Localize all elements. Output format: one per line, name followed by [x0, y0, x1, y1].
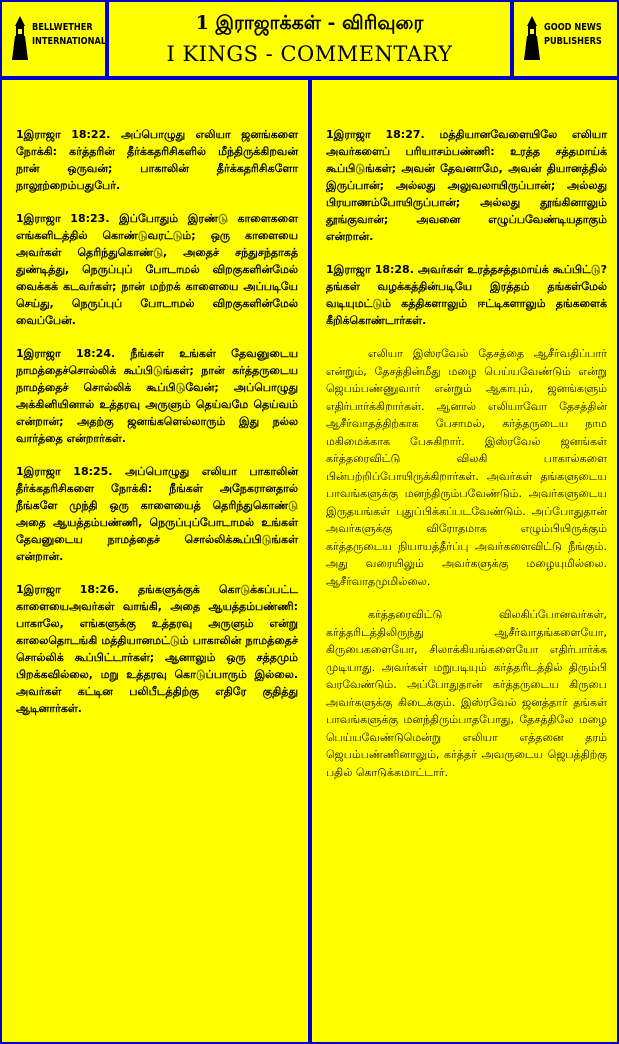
commentary-paragraph: எலியா இஸ்ரவேல் தேசத்தை ஆசீர்வதிப்பார் என்றும், தேசத்தின்மீது மழை பெய்யவேண்டும் என்று ஜெபம்பண்ணுவார் என்றும் ஆகாபும், ஜனங்களும் எதிர்பார்க்கிறார்கள். ஆனால் எலியாவோ தேசத்தின் ஆசீர்வாதத்திற்காக பேசாமல், கர்த்தருடைய நாம மகிமைக்காக பேசுகிறார். இஸ்ரவேல் ஜனங்கள் கர்த்தரைவிட்டு விலகி பாகால்களை பின்பற்றிப்போயிருக்கிறார்கள். அவர்கள் தங்களுடைய பாவங்களுக்கு மனந்திரும்பவேண்டும். அவர்களுடைய இருதயங்கள் புதுப்பிக்கப்படவேண்டும். அப்போதுதான் அவர்களுக்கு விரோதமாக எழும்பியிருக்கும் கர்த்தருடைய நியாயத்தீர்ப்பு அவர்களைவிட்டு நீங்கும். அது வரையிலும் அவர்களுக்கு மழையுமில்லை. ஆசீர்வாதமுமில்லை. — [326, 347, 607, 588]
logo-line2: PUBLISHERS — [544, 36, 602, 47]
bell-tower-icon — [10, 16, 30, 60]
verse-18-24: 1இராஜா 18:24. நீங்கள் உங்கள் தேவனுடைய நாமத்தைச்சொல்லிக் கூப்பிடுங்கள்; நான் கர்த்தருடைய நாமத்தைச் சொல்லிக் கூப்பிடுவேன்; அப்பொழுது அக்கினியினால் உத்தரவு அருளும் தெய்வமே தெய்வம் என்றான்; அதற்கு ஜனங்களெல்லாரும் இது நல்ல வார்த்தை என்றார்கள். — [16, 347, 298, 445]
verse-18-23: 1இராஜா 18:23. இப்போதும் இரண்டு காளைகளை எங்களிடத்தில் கொண்டுவரட்டும்; ஒரு காளையை அவர்கள் தெரிந்துகொண்டு, அதைச் சந்துசந்தாகத் துண்டித்து, நெருப்புப் போடாமல் விறகுகளின்மேல் வைக்கக் கடவர்கள்; நான் மற்றக் காளையை அப்படியே செய்து, நெருப்புப் போடாமல் விறகுகளின்மேல் வைப்பேன். — [16, 212, 298, 327]
commentary-paragraph: கர்த்தரைவிட்டு விலகிப்போனவர்கள், கர்த்தரிடத்திலிருந்து ஆசீர்வாதங்களையோ, கிருபைகளையோ, சிலாக்கியங்களையோ எதிர்பார்க்க முடியாது. அவர்கள் மறுபடியும் கர்த்தரிடத்தில் திரும்பி வரவேண்டும். அப்போதுதான் கர்த்தருடைய கிருபை அவர்களுக்கு கிடைக்கும். இஸ்ரவேல் ஜனத்தார் தங்கள் பாவங்களுக்கு மனந்திரும்பாதபோது, தேசத்திலே மழை பெய்யவேண்டுமென்று எலியா எத்தனை தரம் ஜெபம்பண்ணினாலும், கர்த்தர் அவருடைய ஜெபத்திற்கு பதில் கொடுக்கமாட்டார். — [326, 608, 607, 779]
logo-line1: GOOD NEWS — [544, 22, 602, 33]
verse-18-27: 1இராஜா 18:27. மத்தியானவேளையிலே எலியா அவர்களைப் பரியாசம்பண்ணி: உரத்த சத்தமாய்க் கூப்பிடுங்கள்; அவன் தேவனாமே, அவன் தியானத்தில் இருப்பான்; அல்லது அலுவலாயிருப்பான்; அல்லது பிரயாணம்போயிருப்பான்; அல்லது தூங்கினாலும் தூங்குவான்; அவனை எழுப்பவேண்டியதாகும் என்றான். — [326, 128, 607, 243]
good-news-logo — [520, 10, 611, 70]
verse-18-28: 1இராஜா 18:28. அவர்கள் உரத்தசத்தமாய்க் கூப்பிட்டு? தங்கள் வழக்கத்தின்படியே இரத்தம் தங்கள்மேல் வடியுமட்டும் கத்திகளாலும் ஈட்டிகளாலும் தங்களைக் கீறிக்கொண்டார்கள். — [326, 263, 607, 327]
page-header — [107, 0, 512, 78]
page-title-english: I KINGS - COMMENTARY — [166, 42, 453, 66]
left-column — [0, 78, 310, 1044]
right-logo-box — [512, 0, 619, 78]
verse-18-26: 1இராஜா 18:26. தங்களுக்குக் கொடுக்கப்பட்ட காளையைஅவர்கள் வாங்கி, அதை ஆயத்தம்பண்ணி: பாகாலே, எங்களுக்கு உத்தரவு அருளும் என்று காலைதொடங்கி மத்தியானமட்டும் பாகாலின் நாமத்தைச் சொல்லிக் கூப்பிட்டார்கள்; ஆனாலும் ஒரு சத்தமும் பிறக்கவில்லை, மறு உத்தரவு கொடுப்பாரும் இல்லை. அவர்கள் கட்டின பலிபீடத்திற்கு எதிரே குதித்து ஆடினார்கள். — [16, 583, 298, 715]
page-title-tamil: 1 இராஜாக்கள் - விரிவுரை — [195, 12, 424, 34]
verse-18-22: 1இராஜா 18:22. அப்பொழுது எலியா ஜனங்களை நோக்கி: கர்த்தரின் தீர்க்கதரிசிகளில் மீந்திருக்கிறவன் நான் ஒருவன்; பாகாலின் தீர்க்கதரிசிகளோ நாலூற்றைம்பதுபேர். — [16, 128, 298, 192]
logo-line1: BELLWETHER — [32, 22, 93, 33]
right-column — [310, 78, 619, 1044]
bell-tower-icon — [522, 16, 542, 60]
logo-line2: INTERNATIONAL — [32, 36, 107, 47]
left-logo-box — [0, 0, 107, 78]
bellwether-logo — [8, 10, 107, 70]
verse-18-25: 1இராஜா 18:25. அப்பொழுது எலியா பாகாலின் தீர்க்கதரிசிகளை நோக்கி: நீங்கள் அநேகரானதால் நீங்களே முந்தி ஒரு காளையைத் தெரிந்துகொண்டு அதை ஆயத்தம்பண்ணி, நெருப்புப்போடாமல் உங்கள் தேவனுடைய நாமத்தைச் சொல்லிக்கூப்பிடுங்கள் என்றான். — [16, 465, 298, 563]
